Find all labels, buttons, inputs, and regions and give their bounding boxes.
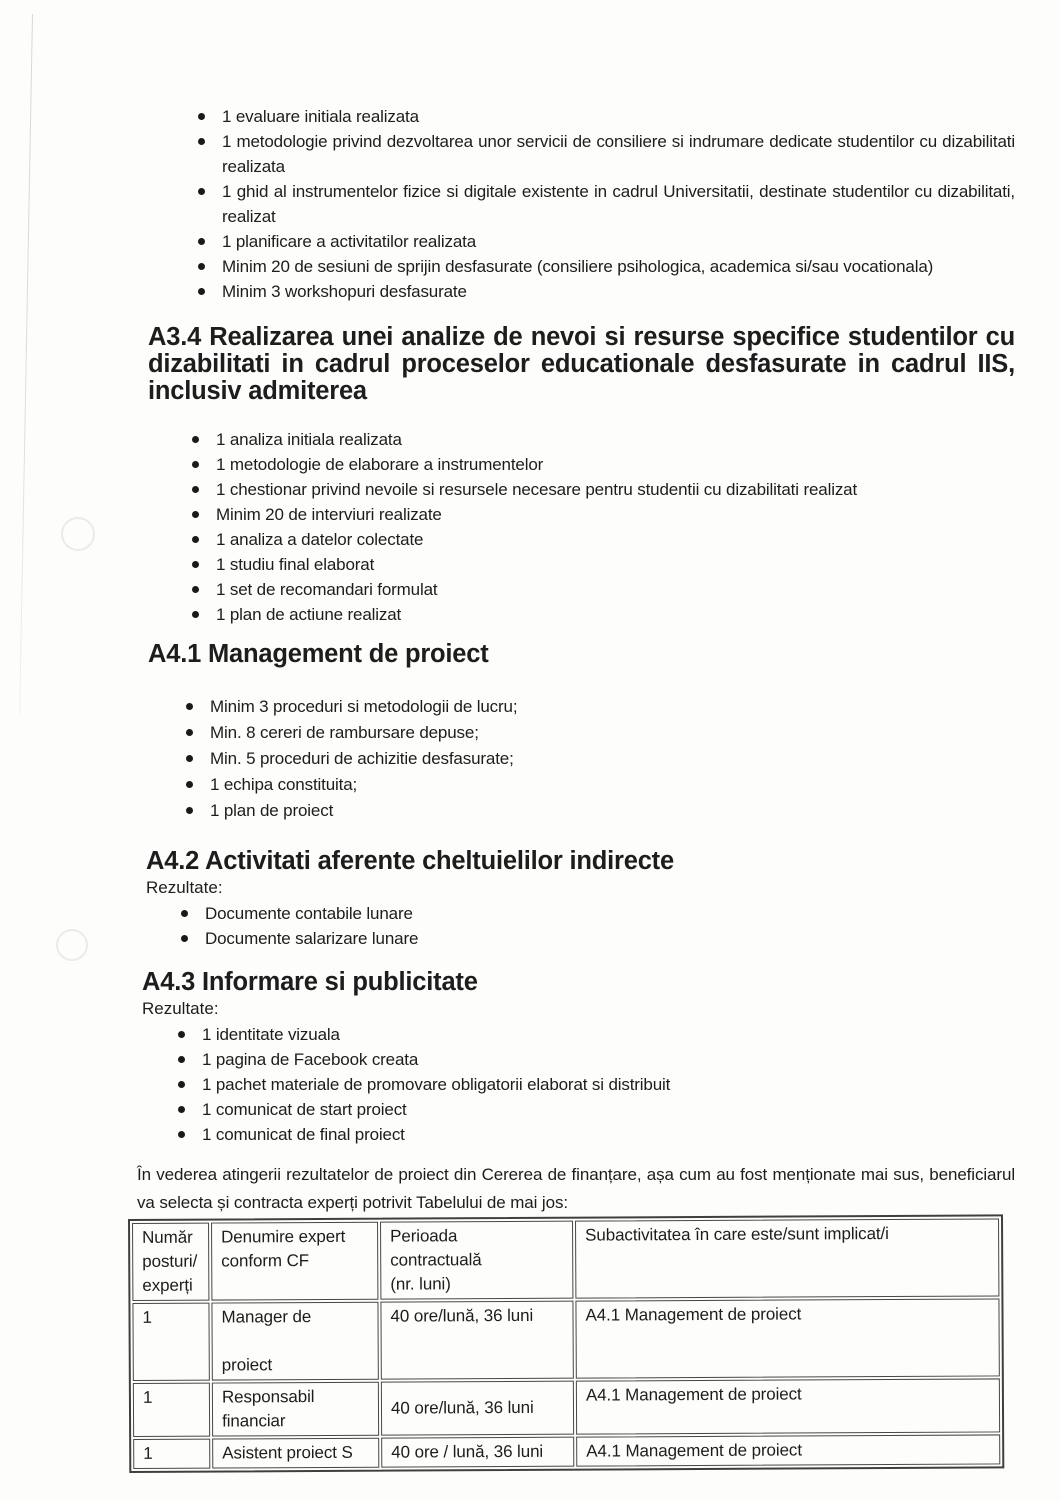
list-item-text: 1 analiza initiala realizata — [216, 430, 402, 449]
column-header-period: Perioada contractuală (nr. luni) — [380, 1221, 573, 1300]
list-item — [192, 452, 1015, 477]
bullet-icon — [198, 113, 205, 120]
list-item — [192, 427, 1015, 452]
list-item-text: 1 studiu final elaborat — [216, 555, 375, 574]
table-row — [133, 1434, 1000, 1469]
list-item-text: 1 analiza a datelor colectate — [216, 530, 424, 549]
list-item — [198, 279, 1015, 304]
results-list-a41 — [186, 694, 1015, 824]
list-item — [192, 527, 1015, 552]
bullet-icon — [178, 1031, 185, 1038]
cell-posts: 1 — [132, 1303, 209, 1381]
scan-line-artifact — [19, 14, 33, 714]
bullet-icon — [178, 1081, 185, 1088]
list-item — [198, 179, 1015, 229]
list-item — [198, 229, 1015, 254]
results-list-a33 — [198, 104, 1015, 304]
cell-expert: Asistent proiect S — [212, 1438, 379, 1469]
list-item — [192, 502, 1015, 527]
bullet-icon — [186, 781, 193, 788]
bullet-icon — [186, 729, 193, 736]
bullet-icon — [192, 536, 199, 543]
list-item — [181, 901, 1015, 926]
bullet-icon — [178, 1131, 185, 1138]
list-item — [178, 1022, 1015, 1047]
bullet-icon — [192, 611, 199, 618]
hole-punch-mark — [61, 517, 95, 551]
list-item — [198, 104, 1015, 129]
cell-subactivity: A4.1 Management de proiect — [576, 1434, 1000, 1466]
cell-posts: 1 — [133, 1439, 210, 1469]
bullet-icon — [198, 288, 205, 295]
list-item-text: 1 plan de actiune realizat — [216, 605, 402, 624]
list-item-text: 1 pagina de Facebook creata — [202, 1050, 419, 1069]
list-item-text: Minim 3 proceduri si metodologii de lucru; — [210, 697, 518, 716]
cell-period: 40 ore/lună, 36 luni — [381, 1381, 574, 1436]
list-item-text: 1 evaluare initiala realizata — [222, 107, 419, 126]
list-item-text: 1 set de recomandari formulat — [216, 580, 438, 599]
list-item — [186, 746, 1015, 772]
table-row — [132, 1298, 999, 1381]
list-item — [186, 694, 1015, 720]
bullet-icon — [198, 138, 205, 145]
table-header-row — [132, 1218, 999, 1301]
section-heading-a43: A4.3 Informare si publicitate — [142, 968, 478, 996]
list-item-text: 1 comunicat de start proiect — [202, 1100, 407, 1119]
list-item-text: 1 metodologie privind dezvoltarea unor servicii de consiliere si indrumare dedicate studentilor cu dizabilitati realizata — [222, 132, 1015, 176]
list-item — [181, 926, 1015, 951]
experts-table — [128, 1214, 1004, 1473]
bullet-icon — [192, 511, 199, 518]
list-item-text: Minim 20 de sesiuni de sprijin desfasurate (consiliere psihologica, academica si/sau vocationala) — [222, 257, 934, 276]
document-content — [137, 104, 1015, 1473]
list-item — [186, 772, 1015, 798]
bullet-icon — [181, 935, 188, 942]
hole-punch-mark — [56, 929, 88, 961]
table-row — [133, 1378, 1000, 1437]
list-item-text: Minim 3 workshopuri desfasurate — [222, 282, 467, 301]
bullet-icon — [198, 238, 205, 245]
bullet-icon — [198, 263, 205, 270]
column-header-posts: Număr posturi/ experți — [132, 1223, 209, 1301]
list-item-text: 1 metodologie de elaborare a instrumentelor — [216, 455, 544, 474]
list-item-text: 1 pachet materiale de promovare obligatorii elaborat si distribuit — [202, 1075, 671, 1094]
results-list-a34 — [192, 427, 1015, 627]
list-item — [186, 798, 1015, 824]
cell-subactivity: A4.1 Management de proiect — [576, 1378, 1000, 1434]
list-item-text: 1 ghid al instrumentelor fizice si digitale existente in cadrul Universitatii, destinate studentilor cu dizabilitati, realizat — [222, 182, 1015, 226]
list-item — [198, 254, 1015, 279]
list-item-text: 1 chestionar privind nevoile si resursele necesare pentru studentii cu dizabilitati realizat — [216, 480, 858, 499]
list-item — [192, 602, 1015, 627]
bullet-icon — [181, 910, 188, 917]
bullet-icon — [192, 561, 199, 568]
list-item-text: 1 plan de proiect — [210, 801, 334, 820]
cell-posts: 1 — [133, 1383, 210, 1437]
list-item — [178, 1047, 1015, 1072]
list-item — [178, 1122, 1015, 1147]
list-item-text: 1 comunicat de final proiect — [202, 1125, 405, 1144]
results-label: Rezultate: — [142, 999, 219, 1018]
list-item-text: Documente salarizare lunare — [205, 929, 419, 948]
bullet-icon — [186, 755, 193, 762]
column-header-expert: Denumire expert conform CF — [211, 1222, 378, 1301]
section-heading-a34: A3.4 Realizarea unei analize de nevoi si resurse specifice studentilor cu dizabilitati in cadrul proceselor educationale desfasurate in cadrul IIS, inclusiv admiterea — [148, 323, 1015, 405]
cell-expert: Responsabil financiar — [212, 1382, 379, 1437]
list-item-text: Minim 20 de interviuri realizate — [216, 505, 442, 524]
bullet-icon — [178, 1056, 185, 1063]
list-item-text: 1 identitate vizuala — [202, 1025, 340, 1044]
section-heading-a41: A4.1 Management de proiect — [148, 640, 489, 668]
results-label: Rezultate: — [146, 878, 223, 897]
list-item — [178, 1097, 1015, 1122]
list-item-text: Min. 8 cereri de rambursare depuse; — [210, 723, 479, 742]
column-header-subactivity: Subactivitatea în care este/sunt implicat/i — [575, 1218, 999, 1298]
cell-period: 40 ore/lună, 36 luni — [380, 1301, 573, 1380]
results-list-a42 — [181, 901, 1015, 951]
list-item-text: 1 planificare a activitatilor realizata — [222, 232, 476, 251]
list-item — [178, 1072, 1015, 1097]
list-item — [198, 129, 1015, 179]
section-heading-a42: A4.2 Activitati aferente cheltuielilor indirecte — [146, 847, 674, 875]
bullet-icon — [192, 486, 199, 493]
list-item — [192, 552, 1015, 577]
bullet-icon — [192, 586, 199, 593]
results-list-a43 — [178, 1022, 1015, 1147]
list-item-text: 1 echipa constituita; — [210, 775, 358, 794]
list-item — [186, 720, 1015, 746]
bullet-icon — [192, 461, 199, 468]
list-item — [192, 577, 1015, 602]
bullet-icon — [198, 188, 205, 195]
intro-paragraph: În vederea atingerii rezultatelor de proiect din Cererea de finanțare, așa cum au fost menționate mai sus, beneficiarul va selecta și contracta experți potrivit Tabelului de mai jos: — [137, 1165, 1015, 1212]
cell-expert: Manager de proiect — [211, 1302, 378, 1381]
list-item-text: Documente contabile lunare — [205, 904, 413, 923]
cell-subactivity: A4.1 Management de proiect — [575, 1298, 999, 1378]
bullet-icon — [186, 703, 193, 710]
list-item-text: Min. 5 proceduri de achizitie desfasurate; — [210, 749, 514, 768]
bullet-icon — [178, 1106, 185, 1113]
list-item — [192, 477, 1015, 502]
cell-period: 40 ore / lună, 36 luni — [381, 1437, 574, 1468]
bullet-icon — [186, 807, 193, 814]
bullet-icon — [192, 436, 199, 443]
